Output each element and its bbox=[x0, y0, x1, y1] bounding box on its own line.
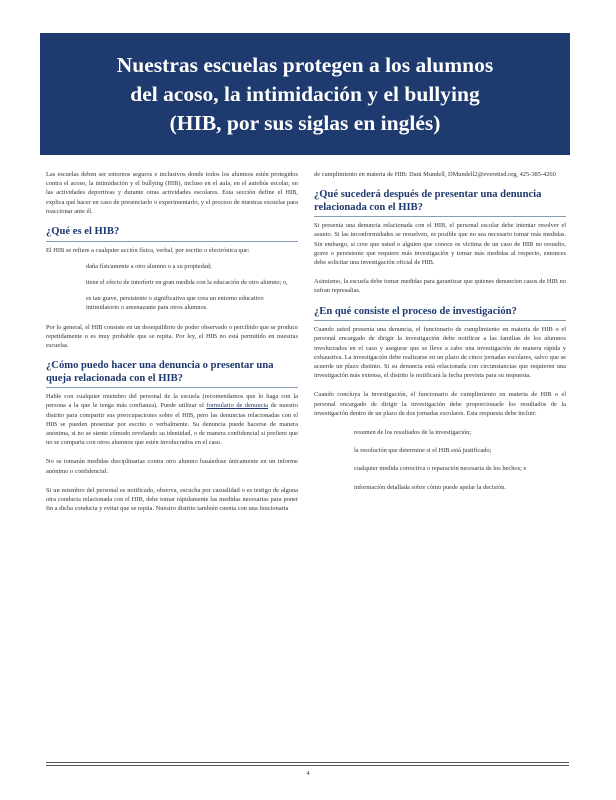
title-line-1: Nuestras escuelas protegen a los alumnos bbox=[116, 52, 494, 77]
response-item: la resolución que determine si el HIB está justificado; bbox=[354, 447, 492, 455]
response-item: resumen de los resultados de la investigación; bbox=[354, 428, 472, 436]
report-text-b: de nuestro distrito para compartir sus preocupaciones sobre el HIB, pero las denuncias relacionadas con el HIB se pueden presentar por escrito o verbalmente. Su denuncia puede hacerse de manera anónima, si no se siente cómodo revelando su identidad, o de manera confidencial si prefiere que no se comparta con otros alumnos que estén involucrados en el caso. bbox=[46, 402, 299, 447]
response-item: información detallada sobre cómo puede apelar la decisión. bbox=[354, 483, 506, 491]
definition-item: es tan grave, persistente o significativa que crea un entorno educativo intimidatorio o amenazante para otros alumnos. bbox=[86, 295, 264, 312]
right-column bbox=[314, 170, 566, 499]
title-line-3: (HIB, por sus siglas en inglés) bbox=[169, 110, 441, 135]
staff-paragraph: Si un miembro del personal es notificado, observa, escucha por casualidad o es testigo de alguna otra conducta relacionada con el HIB, debe tomar rápidamente las medidas necesarias para poner fin a dicha conducta y evitar que se repita. Nuestro distrito también cuenta con una funcionaria bbox=[46, 486, 298, 513]
after-paragraph: Si presenta una denuncia relacionada con el HIB, el personal escolar debe intentar resolver el asunto. Si las inconformidades se resuelven, es posible que no sea necesario tomar más medidas. Sin embargo, si cree que usted o alguien que conoce es víctima de un caso de HIB no resuelto, grave o persistente que requiere más investigación y tomar más medidas al respecto, entonces debe solicitar una investigación oficial de HIB. bbox=[314, 222, 566, 267]
report-text-a: Hable con cualquier miembro del personal de la escuela (recomendamos que lo haga con la persona a la que le tenga más confianza). Puede utilizar el bbox=[46, 393, 298, 410]
title-banner bbox=[40, 33, 570, 155]
report-paragraph bbox=[46, 392, 298, 447]
intro-paragraph: Las escuelas deben ser entornos seguros e inclusivos donde todos los alumnos estén protegidos contra el acoso, la intimidación y el bullying (HIB), incluso en el aula, en el autobús escolar, en las actividades deportivas y durante otras actividades escolares. Esta sección define el HIB, explica qué hacer en caso de presenciarlo o experimentarlo, y el proceso de nuestras escuelas para reaccionar ante él. bbox=[46, 171, 298, 215]
definition-item: daña físicamente a otro alumno o a su propiedad; bbox=[86, 262, 212, 270]
report-form-link[interactable]: formulario de denuncia bbox=[206, 402, 269, 410]
footer-divider bbox=[46, 765, 569, 766]
heading-investigation: ¿En qué consiste el proceso de investigación? bbox=[314, 306, 566, 322]
heading-what-is-hib: ¿Qué es el HIB? bbox=[46, 226, 298, 242]
general-paragraph: Por lo general, el HIB consiste en un desequilibrio de poder observado o percibido que se produce repetidamente o es muy probable que se repita. Por ley, el HIB no está permitido en nuestras escuelas. bbox=[46, 323, 298, 349]
conclude-paragraph: Cuando concluya la investigación, el funcionario de cumplimiento en materia de HIB o el personal encargado de dirigir la investigación debe proporcionarle los resultados de la investigación dentro de un plazo de dos jornadas escolares. Esta respuesta debe incluir: bbox=[314, 391, 566, 417]
heading-how-to-report: ¿Cómo puedo hacer una denuncia o presentar una queja relacionada con el HIB? bbox=[46, 360, 298, 388]
measures-paragraph: Asimismo, la escuela debe tomar medidas para garantizar que quienes denuncien casos de HIB no sufran represalias. bbox=[314, 278, 566, 295]
definition-item: tiene el efecto de interferir en gran medida con la educación de otro alumno; o, bbox=[86, 278, 288, 286]
page-number: 4 bbox=[306, 770, 310, 777]
no-discipline-paragraph: No se tomarán medidas disciplinarias contra otro alumno basándose únicamente en un informe anónimo o confidencial. bbox=[46, 458, 298, 475]
left-column bbox=[46, 170, 298, 523]
heading-after-report: ¿Qué sucederá después de presentar una denuncia relacionada con el HIB? bbox=[314, 189, 566, 217]
response-item: cualquier medida correctiva o reparación necesaria de los hechos; e bbox=[354, 465, 527, 473]
title-line-2: del acoso, la intimidación y el bullying bbox=[130, 81, 480, 106]
process-paragraph: Cuando usted presenta una denuncia, el funcionario de cumplimiento en materia de HIB o el personal encargado de dirigir la investigación debe notificar a las familias de los alumnos involucrados en el caso y asegurar que se lleve a cabo una investigación de manera rápida y exhaustiva. La investigación debe realizarse en un plazo de cinco jornadas escolares, salvo que se acuerde un plazo distinto. Si su denuncia está relacionada con circunstancias que requieren una investigación más extensa, el distrito le notificará la fecha prevista para su respuesta. bbox=[314, 326, 566, 380]
footer-divider bbox=[46, 762, 569, 763]
definition-intro: El HIB se refiere a cualquier acción física, verbal, por escrito o electrónica que: bbox=[46, 246, 250, 254]
contact-info: de cumplimiento en materia de HIB: Dani Mundell, DMundell2@everettsd.org, 425-385-4260 bbox=[314, 171, 556, 178]
